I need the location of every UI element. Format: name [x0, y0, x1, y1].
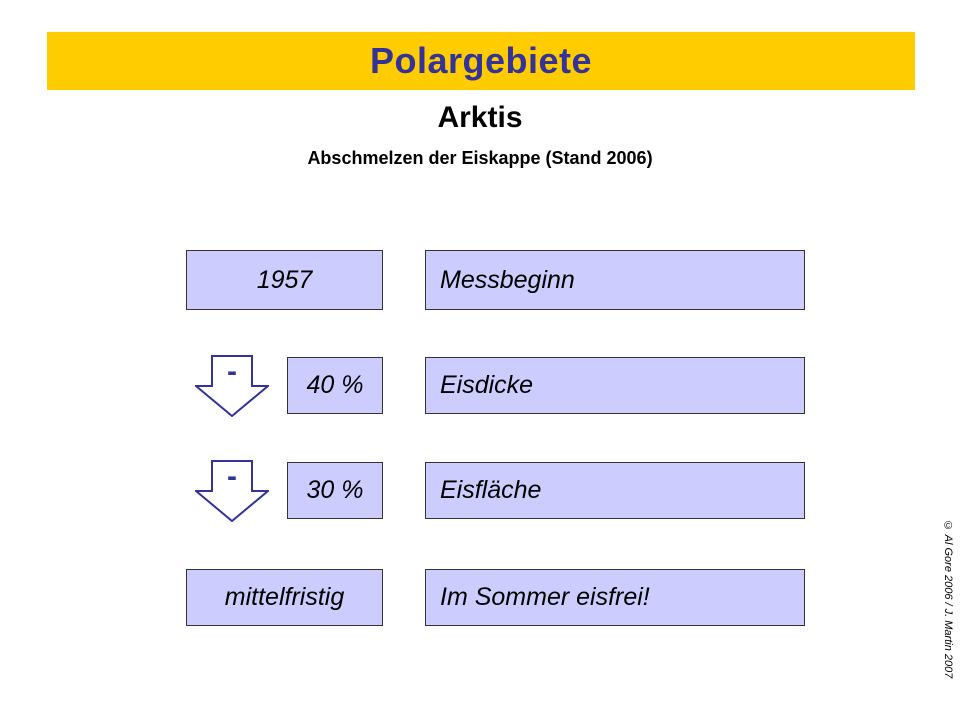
row-label-box-1: 1957: [186, 250, 383, 310]
row-value-box-2: Eisdicke: [425, 357, 805, 414]
row-label-box-2: 40 %: [287, 357, 383, 414]
section-subheading: Abschmelzen der Eiskappe (Stand 2006): [307, 148, 653, 168]
copyright-notice: © Al Gore 2006 / J. Martin 2007: [942, 520, 954, 679]
arrow-label-2: -: [227, 460, 237, 493]
row-value-box-3: Eisfläche: [425, 462, 805, 519]
row-label-box-3: 30 %: [287, 462, 383, 519]
arrow-label-1: -: [227, 355, 237, 388]
section-heading: Arktis: [437, 101, 523, 134]
page-title: Polargebiete: [369, 40, 593, 81]
row-value-box-1: Messbeginn: [425, 250, 805, 310]
row-value-box-4: Im Sommer eisfrei!: [425, 569, 805, 626]
row-label-box-4: mittelfristig: [186, 569, 383, 626]
